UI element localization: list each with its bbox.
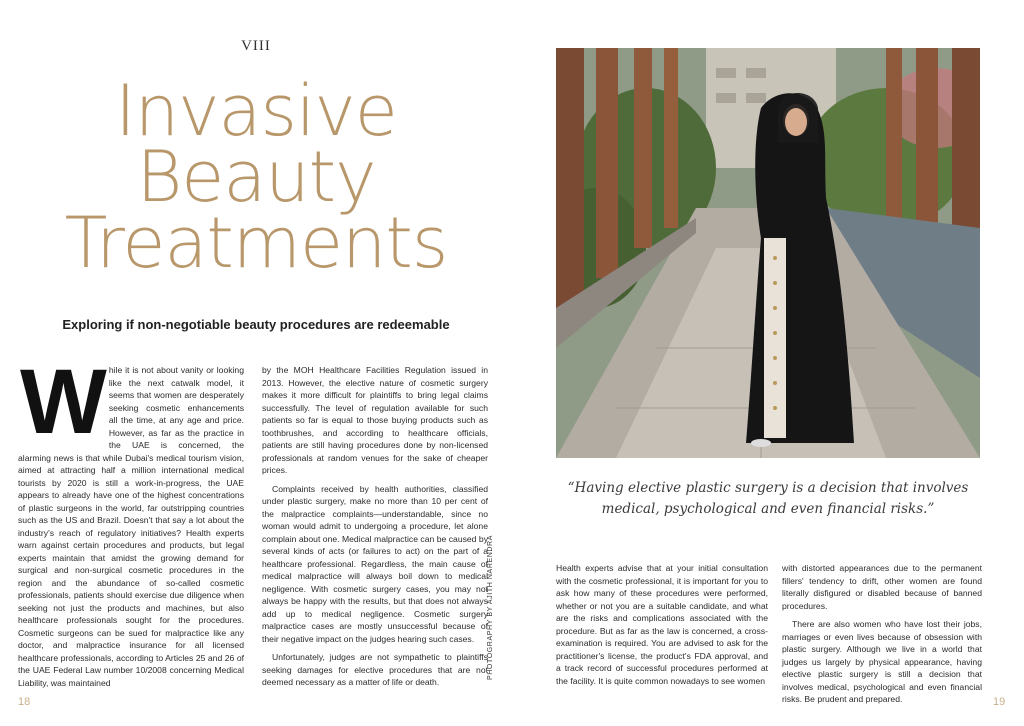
body-column-2 xyxy=(262,364,488,695)
title-line-2: Beauty xyxy=(136,136,376,218)
title-line-3: Treatments xyxy=(64,202,448,284)
paragraph: Complaints received by health authorities, classified under plastic surgery, make no more than 10 per cent of the malpractice complaints—understandable, since no woman would admit to undergoing a procedure, let alone complain about one. Medical malpractice can be caused by several kinds of acts (or failures to act) on the part of a healthcare professional. Regardless, the main cause of medical malpractice will always boil down to medical negligence. With cosmetic surgery cases, you may not always be happy with the results, but that does not always add up to medical negligence. Cosmetic surgery malpractice cases are mostly unsuccessful because of their negative impact on the judges hearing such cases. xyxy=(262,483,488,644)
paragraph: by the MOH Healthcare Facilities Regulation issued in 2013. However, the elective nature of cosmetic surgery makes it more difficult for plaintiffs to bring legal claims successfully. The level of regulation available for such patients so far is equal to those buying products such as toothbrushes, and according to healthcare officials, patients are still having procedures done by non-licensed professionals at random venues for the sake of cheaper prices. xyxy=(262,365,488,475)
body-column-3 xyxy=(556,562,768,693)
article-title xyxy=(0,70,512,284)
photo-credit: PHOTOGRAPHY BY AJITH NARENDRA xyxy=(487,535,494,680)
paragraph: hile it is not about vanity or looking like the next catwalk model, it seems that women are desperately seeking cosmetic enhancements all the time, at any age and price. However, as far as the practice in the UAE is concerned, the alarming news is that while Dubai's medical tourism vision, aimed at attracting half a million international medical tourists by 2020 is still a work-in-progress, the UAE appears to already have one of the highest concentrations of plastic surgeons in the world, far outstripping countries such as the US and Brazil. Doesn't that say a lot about the industry's reach of regulatory initiatives? Health experts warn against certain procedures and products, but legal experts maintain that amidst the growing demand for surgical and non-surgical cosmetic procedures in the region and the abundance of so-called cosmetic professionals, patients should exercise due diligence when seeking not just the products and machines, but also healthcare professionals sought for the procedures. Cosmetic surgeons can be sued for malpractice like any doctor, and malpractice insurance for all licensed healthcare professionals, according to Articles 25 and 26 of the UAE Federal Law number 10/2008 concerning Medical Liability, was maintained xyxy=(18,365,244,688)
page-number-left: 18 xyxy=(18,696,31,708)
photo-illustration xyxy=(556,48,980,458)
page-number-right: 19 xyxy=(993,696,1006,708)
article-subtitle: Exploring if non-negotiable beauty procedures are redeemable xyxy=(62,317,450,332)
title-line-1: Invasive xyxy=(115,70,397,152)
body-column-1 xyxy=(18,351,244,695)
body-column-4 xyxy=(782,562,982,712)
drop-cap: W xyxy=(20,351,103,453)
pull-quote: “Having elective plastic surgery is a decision that involves medical, psychological and even financial risks.” xyxy=(567,480,969,517)
paragraph: Unfortunately, judges are not sympathetic to plaintiffs seeking damages for elective procedures that are not deemed necessary as a matter of life or death. xyxy=(262,652,488,687)
chapter-number: VIII xyxy=(241,38,271,54)
paragraph: There are also women who have lost their jobs, marriages or even lives because of obsession with plastic surgery. Although we live in a world that judges us largely by physical appearance, having elective plastic surgery is still a decision that involves medical, psychological and even financial risks. Be prudent and prepared. xyxy=(782,619,982,704)
paragraph: Health experts advise that at your initial consultation with the cosmetic professional, it is important for you to ask how many of these procedures were performed, whether or not you are a suitable candidate, and what are the risks and complications associated with the procedure. But as far as the law is concerned, a cross-examination is required. You are advised to ask for the practitioner's license, the product's FDA approval, and a track record of successful procedures performed at the facility. It is quite common nowadays to see women xyxy=(556,563,768,686)
feature-photo xyxy=(556,48,980,458)
paragraph: with distorted appearances due to the permanent fillers' tendency to drift, other women are found literally disfigured or disabled because of banned procedures. xyxy=(782,563,982,611)
